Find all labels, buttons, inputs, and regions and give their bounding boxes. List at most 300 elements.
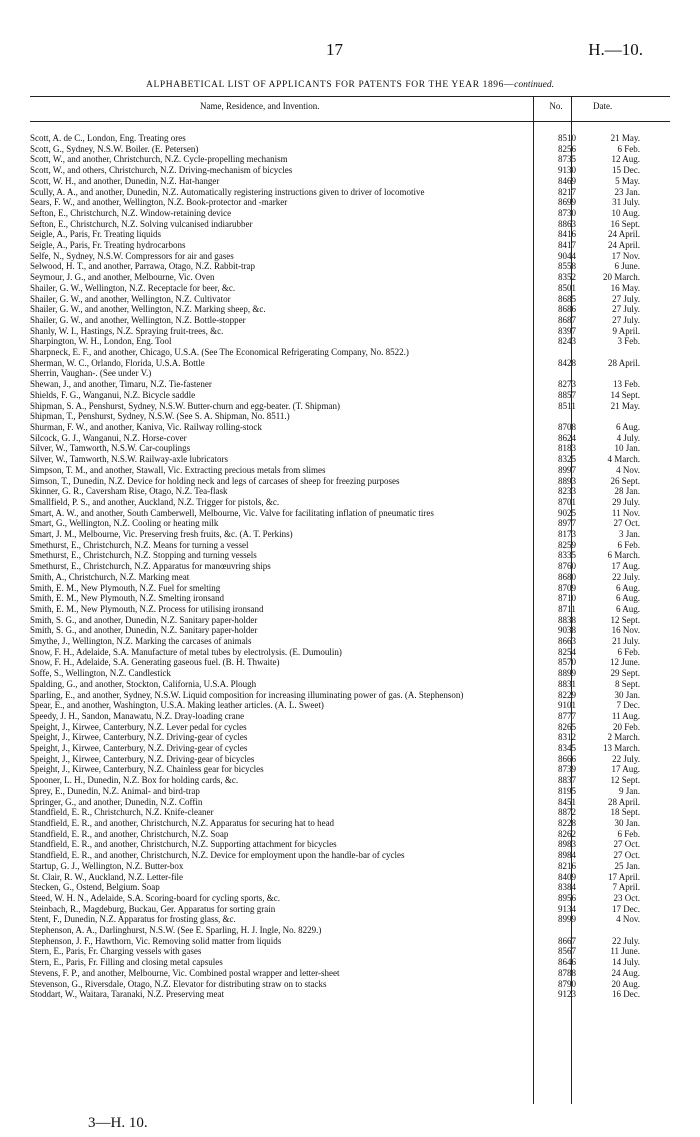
application-date: 22 July. <box>612 571 640 582</box>
table-row <box>30 786 670 797</box>
table-row <box>30 550 670 561</box>
table-row <box>30 229 670 240</box>
table-row <box>30 465 670 476</box>
applicant-entry: Steed, W. H. N., Adelaide, S.A. Scoring-board for cycling sports, &c. <box>30 892 280 903</box>
patent-number: 8708 <box>558 421 576 432</box>
table-row <box>30 358 670 369</box>
application-date: 10 Jan. <box>614 443 640 454</box>
table-row <box>30 743 670 754</box>
table-row <box>30 476 670 487</box>
table-row <box>30 625 670 636</box>
applicant-entry: Speedy, J. H., Sandon, Manawatu, N.Z. Dray-loading crane <box>30 710 245 721</box>
application-date: 20 Aug. <box>611 978 640 989</box>
applicant-entry: Standfield, E. R., Christchurch, N.Z. Knife-cleaner <box>30 807 214 818</box>
table-row <box>30 775 670 786</box>
patent-number: 8686 <box>558 304 576 315</box>
table-row <box>30 882 670 893</box>
patent-number: 8701 <box>558 496 576 507</box>
patent-number: 8730 <box>558 207 576 218</box>
application-date: 9 April. <box>612 325 640 336</box>
application-date: 15 Dec. <box>612 165 640 176</box>
applicant-entry: Silcock, G. J., Wanganui, N.Z. Horse-cover <box>30 432 187 443</box>
application-date: 4 Nov. <box>616 914 640 925</box>
applicant-entry: Snow, F. H., Adelaide, S.A. Generating gaseous fuel. (B. H. Thwaite) <box>30 657 280 668</box>
patent-number: 8956 <box>558 892 576 903</box>
application-date: 4 March. <box>607 454 640 465</box>
applicant-entry: St. Clair, R. W., Auckland, N.Z. Letter-file <box>30 871 183 882</box>
footer-signature: 3—H. 10. <box>88 1115 148 1131</box>
patent-number: 8511 <box>558 400 576 411</box>
patent-number: 8325 <box>558 454 576 465</box>
applicant-entry: Smethurst, E., Christchurch, N.Z. Stopping and turning vessels <box>30 550 257 561</box>
patent-number: 8687 <box>558 314 576 325</box>
applicant-entry: Silver, W., Tamworth, N.S.W. Car-couplings <box>30 443 191 454</box>
application-date: 27 Oct. <box>613 850 640 861</box>
application-date: 6 Feb. <box>617 143 640 154</box>
table-row <box>30 690 670 701</box>
table-row <box>30 518 670 529</box>
applicant-entry: Sharpington, W. H., London, Eng. Tool <box>30 336 172 347</box>
table-row <box>30 700 670 711</box>
patent-number: 8273 <box>558 379 576 390</box>
table-row <box>30 486 670 497</box>
application-date: 12 Sept. <box>610 775 640 786</box>
patent-number: 8667 <box>558 935 576 946</box>
applicant-entry: Silver, W., Tamworth, N.S.W. Railway-axle lubricators <box>30 454 228 465</box>
patent-number: 8228 <box>558 818 576 828</box>
application-date: 5 May. <box>615 175 640 186</box>
applicant-entry: Sharpneck, E. F., and another, Chicago, U.S.A. (See The Economical Refrigerating Company, No. 8522.) <box>30 347 409 358</box>
applicant-entry: Shields, F. G., Wanganui, N.Z. Bicycle saddle <box>30 389 196 400</box>
application-date: 20 March. <box>603 272 640 283</box>
patent-number: 8397 <box>558 325 576 336</box>
table-row <box>30 154 670 165</box>
patent-number: 9038 <box>558 625 576 636</box>
patent-number: 8699 <box>558 197 576 208</box>
table-row <box>30 989 670 1000</box>
application-date: 28 April. <box>607 357 640 368</box>
application-date: 16 Dec. <box>612 989 640 1000</box>
application-date: 31 July. <box>612 197 640 208</box>
patent-number: 9101 <box>558 700 576 711</box>
patent-number: 8838 <box>558 614 576 625</box>
applicant-entry: Sherman, W. C., Orlando, Florida, U.S.A. Bottle <box>30 357 205 368</box>
application-date: 6 Feb. <box>617 646 640 657</box>
patent-number: 9130 <box>558 165 576 176</box>
application-date: 6 Feb. <box>617 539 640 550</box>
table-row <box>30 443 670 454</box>
application-date: 6 Aug. <box>615 582 640 593</box>
patent-number: 8428 <box>558 357 576 368</box>
applicant-entry: Smith, S. G., and another, Dunedin, N.Z. Sanitary paper-holder <box>30 614 258 625</box>
applicant-entry: Scully, A. A., and another, Dunedin, N.Z. Automatically registering instructions given to driver of locomotive <box>30 186 425 197</box>
patent-number: 8243 <box>558 336 576 347</box>
application-date: 7 Dec. <box>616 700 640 711</box>
application-date: 7 April. <box>612 882 640 893</box>
table-row <box>30 561 670 572</box>
table-row <box>30 797 670 808</box>
table-row <box>30 540 670 551</box>
applicant-entry: Smith, E. M., New Plymouth, N.Z. Process for utilising ironsand <box>30 603 264 614</box>
application-date: 10 Aug. <box>611 207 640 218</box>
header-bottom-rule <box>30 121 670 122</box>
applicant-entry: Smethurst, E., Christchurch, N.Z. Apparatus for manœuvring ships <box>30 561 271 572</box>
table-row <box>30 904 670 915</box>
application-date: 22 July. <box>612 935 640 946</box>
table-row <box>30 433 670 444</box>
patent-number: 8735 <box>558 154 576 165</box>
applicant-entry: Standfield, E. R., and another, Christchurch, N.Z. Apparatus for securing hat to head <box>30 818 335 828</box>
table-row <box>30 294 670 305</box>
applicant-entry: Spear, E., and another, Washington, U.S.A. Making leather articles. (A. L. Sweet) <box>30 700 324 711</box>
patent-number: 8997 <box>558 464 576 475</box>
patent-number: 8501 <box>558 282 576 293</box>
table-row <box>30 133 670 144</box>
applicant-entry: Standfield, E. R., and another, Christchurch, N.Z. Supporting attachment for bicycles <box>30 839 337 850</box>
patent-number: 8788 <box>558 967 576 978</box>
table-row <box>30 572 670 583</box>
application-date <box>586 347 644 358</box>
applicant-entry: Shewan, J., and another, Timaru, N.Z. Tie-fastener <box>30 379 212 390</box>
applicant-entry: Scott, W., and others, Christchurch, N.Z. Driving-mechanism of bicycles <box>30 165 293 176</box>
patent-number: 8345 <box>558 743 576 754</box>
applicant-entry: Sefton, E., Christchurch, N.Z. Window-retaining device <box>30 207 232 218</box>
table-row <box>30 176 670 187</box>
table-row <box>30 315 670 326</box>
table-row <box>30 390 670 401</box>
applicant-entry: Stevenson, G., Riversdale, Otago, N.Z. Elevator for distributing straw on to stacks <box>30 978 327 989</box>
patent-number: 8173 <box>558 529 576 540</box>
table-row <box>30 657 670 668</box>
application-date: 2 March. <box>607 732 640 743</box>
table-row <box>30 508 670 519</box>
application-date: 24 April. <box>607 240 640 251</box>
applicant-entry: Stevens, F. P., and another, Melbourne, Vic. Combined postal wrapper and letter-sheet <box>30 967 340 978</box>
applicant-entry: Spalding, G., and another, Stockton, California, U.S.A. Plough <box>30 678 257 689</box>
table-row <box>30 422 670 433</box>
application-date: 8 Sept. <box>614 678 640 689</box>
applicant-entry: Selfe, N., Sydney, N.S.W. Compressors for air and gases <box>30 250 234 261</box>
applicant-entry: Stecken, G., Ostend, Belgium. Soap <box>30 882 160 893</box>
table-row <box>30 208 670 219</box>
table-row <box>30 754 670 765</box>
application-date: 9 Jan. <box>619 785 640 796</box>
patent-number: 8899 <box>558 668 576 679</box>
patent-number: 8777 <box>558 710 576 721</box>
applicants-table <box>30 133 670 1000</box>
table-row <box>30 914 670 925</box>
table-row <box>30 732 670 743</box>
application-date: 27 July. <box>612 293 640 304</box>
patent-number: 8259 <box>558 539 576 550</box>
applicant-entry: Stephenson, J. F., Hawthorn, Vic. Removing solid matter from liquids <box>30 935 282 946</box>
table-row <box>30 850 670 861</box>
table-row <box>30 839 670 850</box>
column-header-name: Name, Residence, and Invention. <box>200 101 320 111</box>
application-date: 16 Sept. <box>610 218 640 229</box>
application-date: 14 July. <box>612 957 640 968</box>
table-row <box>30 454 670 465</box>
applicant-entry: Speight, J., Kirwee, Canterbury, N.Z. Lever pedal for cycles <box>30 721 247 732</box>
applicant-entry: Speight, J., Kirwee, Canterbury, N.Z. Chainless gear for bicycles <box>30 764 264 775</box>
table-row <box>30 861 670 872</box>
patent-number: 8183 <box>558 443 576 454</box>
application-date: 30 Jan. <box>614 818 640 828</box>
patent-number: 8233 <box>558 486 576 497</box>
application-date: 21 May. <box>610 133 640 143</box>
table-row <box>30 251 670 262</box>
application-date: 27 July. <box>612 314 640 325</box>
patent-number: 9123 <box>558 989 576 1000</box>
applicant-entry: Scott, A. de C., London, Eng. Treating ores <box>30 133 186 143</box>
patent-number <box>548 925 586 936</box>
patent-number: 8666 <box>558 753 576 764</box>
table-row <box>30 968 670 979</box>
application-date: 6 June. <box>614 261 640 272</box>
applicant-entry: Shailer, G. W., and another, Wellington, N.Z. Bottle-stopper <box>30 314 246 325</box>
applicant-entry: Shanly, W. I., Hastings, N.Z. Spraying fruit-trees, &c. <box>30 325 224 336</box>
application-date: 17 Nov. <box>611 250 640 261</box>
patent-number: 8680 <box>558 571 576 582</box>
application-date: 13 March. <box>603 743 640 754</box>
application-date: 11 Nov. <box>611 507 640 518</box>
applicant-entry: Stoddart, W., Waitara, Taranaki, N.Z. Preserving meat <box>30 989 225 1000</box>
patent-number: 8857 <box>558 389 576 400</box>
application-date: 23 Oct. <box>613 892 640 903</box>
application-date: 11 June. <box>610 946 640 957</box>
applicant-entry: Shailer, G. W., and another, Wellington, N.Z. Marking sheep, &c. <box>30 304 266 315</box>
patent-number: 8709 <box>558 582 576 593</box>
application-date: 6 Aug. <box>615 421 640 432</box>
table-row <box>30 604 670 615</box>
table-row <box>30 615 670 626</box>
applicant-entry: Speight, J., Kirwee, Canterbury, N.Z. Driving-gear of cycles <box>30 743 248 754</box>
applicant-entry: Smart, A. W., and another, South Camberwell, Melbourne, Vic. Valve for facilitating inflation of pneumatic tires <box>30 507 434 518</box>
patent-number: 8262 <box>558 828 576 839</box>
patent-number: 8256 <box>558 143 576 154</box>
table-row <box>30 497 670 508</box>
applicant-entry: Shurman, F. W., and another, Kaniva, Vic. Railway rolling-stock <box>30 421 262 432</box>
applicant-entry: Speight, J., Kirwee, Canterbury, N.Z. Driving-gear of cycles <box>30 732 248 743</box>
table-row <box>30 165 670 176</box>
table-row <box>30 304 670 315</box>
application-date: 25 Jan. <box>614 860 640 871</box>
application-date: 6 Feb. <box>617 828 640 839</box>
patent-number: 8685 <box>558 293 576 304</box>
table-row <box>30 829 670 840</box>
application-date: 12 June. <box>610 657 640 668</box>
table-top-rule <box>30 96 670 97</box>
table-row <box>30 336 670 347</box>
patent-number: 8710 <box>558 593 576 604</box>
applicant-entry: Smethurst, E., Christchurch, N.Z. Means for turning a vessel <box>30 539 249 550</box>
patent-number <box>548 411 586 422</box>
table-row <box>30 647 670 658</box>
application-date: 3 Feb. <box>617 336 640 347</box>
application-date: 3 Jan. <box>619 529 640 540</box>
applicant-entry: Scott, W., and another, Christchurch, N.Z. Cycle-propelling mechanism <box>30 154 288 165</box>
table-row <box>30 957 670 968</box>
column-header-no: No. <box>549 101 563 111</box>
patent-number: 8831 <box>558 678 576 689</box>
application-date: 22 July. <box>612 753 640 764</box>
application-date: 16 Nov. <box>611 625 640 636</box>
application-date: 21 July. <box>612 636 640 647</box>
application-date: 6 March. <box>607 550 640 561</box>
table-row <box>30 636 670 647</box>
table-row <box>30 379 670 390</box>
applicant-entry: Sherrin, Vaughan-. (See under V.) <box>30 368 152 379</box>
patent-number: 8417 <box>558 240 576 251</box>
application-date: 26 Sept. <box>610 475 640 486</box>
applicant-entry: Seigle, A., Paris, Fr. Treating hydrocarbons <box>30 240 186 251</box>
applicant-entry: Sears, F. W., and another, Wellington, N.Z. Book-protector and -marker <box>30 197 288 208</box>
application-date <box>586 368 644 379</box>
applicant-entry: Smart, G., Wellington, N.Z. Cooling or heating milk <box>30 518 219 529</box>
application-date: 4 Nov. <box>616 464 640 475</box>
table-row <box>30 872 670 883</box>
table-row <box>30 197 670 208</box>
applicant-entry: Sparling, E., and another, Sydney, N.S.W. Liquid composition for increasing illuminating power of gas. (A. Stephenson) <box>30 689 464 700</box>
patent-number: 8469 <box>558 175 576 186</box>
application-date: 27 Oct. <box>613 518 640 529</box>
table-row <box>30 593 670 604</box>
table-row <box>30 347 670 358</box>
applicant-entry: Smythe, J., Wellington, N.Z. Marking the carcases of animals <box>30 636 252 647</box>
applicant-entry: Shipman, S. A., Penshurst, Sydney, N.S.W. Butter-churn and egg-beater. (T. Shipman) <box>30 400 340 411</box>
applicant-entry: Smith, E. M., New Plymouth, N.Z. Fuel for smelting <box>30 582 221 593</box>
patent-number: 8711 <box>558 603 576 614</box>
application-date: 16 May. <box>610 282 640 293</box>
application-date: 14 Sept. <box>610 389 640 400</box>
application-date: 24 April. <box>607 229 640 240</box>
applicant-entry: Selwood, H. T., and another, Parrawa, Otago, N.Z. Rabbit-trap <box>30 261 255 272</box>
patent-number: 8570 <box>558 657 576 668</box>
patent-number: 9134 <box>558 903 576 914</box>
applicant-entry: Steinbach, R., Magdeburg, Buckau, Ger. Apparatus for sorting grain <box>30 903 276 914</box>
patent-number: 8984 <box>558 850 576 861</box>
title-text: ALPHABETICAL LIST OF APPLICANTS FOR PATENTS FOR THE YEAR 1896— <box>146 80 515 90</box>
patent-number: 8646 <box>558 957 576 968</box>
table-row <box>30 583 670 594</box>
application-date: 13 Feb. <box>613 379 640 390</box>
patent-number: 8790 <box>558 978 576 989</box>
application-date: 29 July. <box>612 496 640 507</box>
application-date: 29 Sept. <box>610 668 640 679</box>
application-date: 6 Aug. <box>615 593 640 604</box>
application-date: 12 Aug. <box>611 154 640 165</box>
table-row <box>30 240 670 251</box>
application-date <box>586 925 644 936</box>
application-date: 27 Oct. <box>613 839 640 850</box>
patent-number: 8977 <box>558 518 576 529</box>
table-row <box>30 368 670 379</box>
applicant-entry: Snow, F. H., Adelaide, S.A. Manufacture of metal tubes by electrolysis. (E. Dumoulin) <box>30 646 342 657</box>
patent-number: 8216 <box>558 860 576 871</box>
patent-number: 8265 <box>558 721 576 732</box>
applicant-entry: Smith, E. M., New Plymouth, N.Z. Smelting ironsand <box>30 593 225 604</box>
applicant-entry: Smith, A., Christchurch, N.Z. Marking meat <box>30 571 190 582</box>
applicant-entry: Startup, G. J., Wellington, N.Z. Butter-box <box>30 860 184 871</box>
applicant-entry: Sefton, E., Christchurch, N.Z. Solving vulcanised indiarubber <box>30 218 253 229</box>
page-number: 17 <box>326 40 343 59</box>
applicant-entry: Shailer, G. W., and another, Wellington, N.Z. Cultivator <box>30 293 231 304</box>
application-date: 11 Aug. <box>611 710 640 721</box>
application-date: 17 April. <box>607 871 640 882</box>
table-row <box>30 272 670 283</box>
patent-number: 8567 <box>558 946 576 957</box>
table-row <box>30 401 670 412</box>
application-date <box>586 411 644 422</box>
applicant-entry: Skinner, G. R., Caversham Rise, Otago, N.Z. Tea-flask <box>30 486 228 497</box>
applicant-entry: Smart, J. M., Melbourne, Vic. Preserving fresh fruits, &c. (A. T. Perkins) <box>30 529 293 540</box>
applicant-entry: Scott, G., Sydney, N.S.W. Boiler. (E. Petersen) <box>30 143 199 154</box>
patent-number: 8863 <box>558 218 576 229</box>
table-row <box>30 529 670 540</box>
table-row <box>30 187 670 198</box>
patent-number <box>548 368 586 379</box>
patent-number: 8558 <box>558 261 576 272</box>
applicant-entry: Seymour, J. G., and another, Melbourne, Vic. Oven <box>30 272 215 283</box>
applicant-entry: Scott, W. H., and another, Dunedin, N.Z. Hat-hanger <box>30 175 220 186</box>
table-row <box>30 679 670 690</box>
patent-number: 8872 <box>558 807 576 818</box>
applicant-entry: Soffe, S., Wellington, N.Z. Candlestick <box>30 668 171 679</box>
application-date: 12 Sept. <box>610 614 640 625</box>
patent-number: 8254 <box>558 646 576 657</box>
patent-number: 9025 <box>558 507 576 518</box>
patent-number: 8837 <box>558 775 576 786</box>
patent-number: 9044 <box>558 250 576 261</box>
application-date: 6 Aug. <box>615 603 640 614</box>
application-date: 28 April. <box>607 796 640 807</box>
patent-number: 8999 <box>558 914 576 925</box>
applicant-entry: Stern, E., Paris, Fr. Charging vessels with gases <box>30 946 202 957</box>
document-reference: H.—10. <box>588 40 643 59</box>
patent-number: 8312 <box>558 732 576 743</box>
table-row <box>30 411 670 422</box>
applicant-entry: Spooner, L. H., Dunedin, N.Z. Box for holding cards, &c. <box>30 775 239 786</box>
table-row <box>30 818 670 829</box>
patent-number: 8760 <box>558 561 576 572</box>
table-row <box>30 764 670 775</box>
applicant-entry: Shailer, G. W., Wellington, N.Z. Receptacle for beer, &c. <box>30 282 236 293</box>
applicant-entry: Smallfield, P. S., and another, Auckland, N.Z. Trigger for pistols, &c. <box>30 496 280 507</box>
application-date: 23 Jan. <box>614 186 640 197</box>
table-row <box>30 925 670 936</box>
patent-number: 8739 <box>558 764 576 775</box>
application-date: 24 Aug. <box>611 967 640 978</box>
patent-number: 8416 <box>558 229 576 240</box>
patent-number: 8229 <box>558 689 576 700</box>
applicant-entry: Simpson, T. M., and another, Stawall, Vic. Extracting precious metals from slimes <box>30 464 326 475</box>
table-row <box>30 283 670 294</box>
table-row <box>30 668 670 679</box>
applicant-entry: Smith, S. G., and another, Dunedin, N.Z. Sanitary paper-holder <box>30 625 258 636</box>
patent-number: 8983 <box>558 839 576 850</box>
applicant-entry: Stephenson, A. A., Darlinghurst, N.S.W. (See E. Sparling, H. J. Ingle, No. 8229.) <box>30 925 322 936</box>
application-date: 4 July. <box>616 432 640 443</box>
applicant-entry: Standfield, E. R., and another, Christchurch, N.Z. Device for employment upon the handle-bar of cycles <box>30 850 405 861</box>
applicant-entry: Speight, J., Kirwee, Canterbury, N.Z. Driving-gear of bicycles <box>30 753 255 764</box>
applicant-entry: Stern, E., Paris, Fr. Filling and closing metal capsules <box>30 957 223 968</box>
applicant-entry: Simson, T., Dunedin, N.Z. Device for holding neck and legs of carcases of sheep for freezing purposes <box>30 475 400 486</box>
applicant-entry: Sprey, E., Dunedin, N.Z. Animal- and bird-trap <box>30 785 200 796</box>
application-date: 28 Jan. <box>614 486 640 497</box>
table-row <box>30 893 670 904</box>
column-header-date: Date. <box>593 101 613 111</box>
patent-number: 8663 <box>558 636 576 647</box>
